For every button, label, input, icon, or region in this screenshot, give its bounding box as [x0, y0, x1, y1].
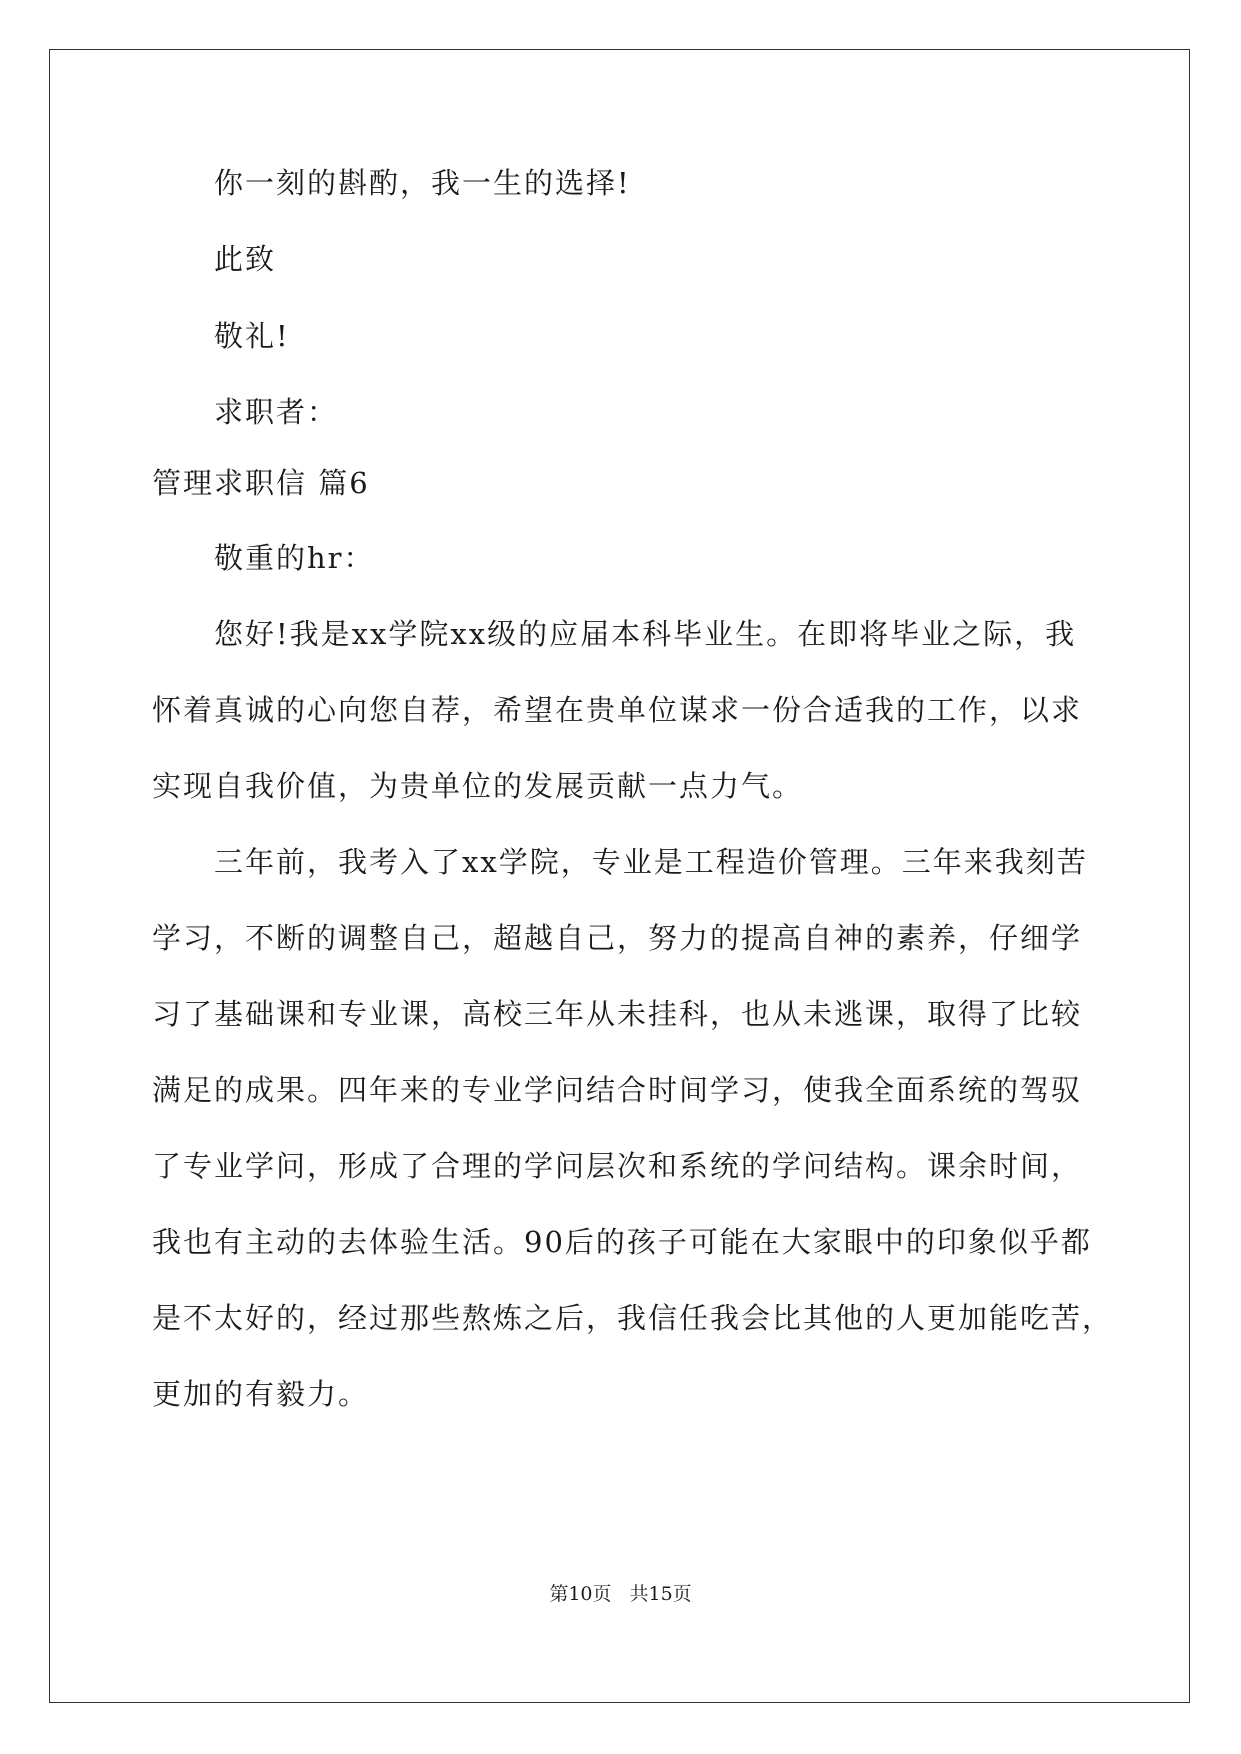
- salutation-cizhi: 此致: [214, 242, 277, 276]
- closing-line: 你一刻的斟酌，我一生的选择!: [214, 166, 631, 200]
- paragraph-line: 怀着真诚的心向您自荐，希望在贵单位谋求一份合适我的工作，以求: [152, 693, 1083, 727]
- paragraph-line: 三年前，我考入了xx学院，专业是工程造价管理。三年来我刻苦: [214, 845, 1088, 879]
- section-heading: 管理求职信 篇6: [152, 466, 370, 500]
- paragraph-line: 习了基础课和专业课，高校三年从未挂科，也从未逃课，取得了比较: [152, 997, 1083, 1031]
- salutation-jingli: 敬礼!: [214, 319, 290, 353]
- paragraph-line: 是不太好的，经过那些熬炼之后，我信任我会比其他的人更加能吃苦，: [152, 1301, 1114, 1335]
- paragraph-line: 满足的成果。四年来的专业学问结合时间学习，使我全面系统的驾驭: [152, 1073, 1083, 1107]
- greeting: 敬重的hr：: [214, 541, 375, 575]
- page-total: 共15页: [629, 1583, 692, 1605]
- applicant-signature: 求职者：: [214, 395, 339, 429]
- page-footer: [0, 1582, 1241, 1606]
- paragraph-line: 学习，不断的调整自己，超越自己，努力的提高自神的素养，仔细学: [152, 921, 1083, 955]
- paragraph-line: 了专业学问，形成了合理的学问层次和系统的学问结构。课余时间，: [152, 1149, 1083, 1183]
- page-number: 第10页: [549, 1583, 612, 1605]
- paragraph-line: 实现自我价值，为贵单位的发展贡献一点力气。: [152, 769, 804, 803]
- paragraph-line: 更加的有毅力。: [152, 1377, 370, 1411]
- paragraph-line: 您好!我是xx学院xx级的应届本科毕业生。在即将毕业之际，我: [214, 617, 1077, 651]
- paragraph-line: 我也有主动的去体验生活。90后的孩子可能在大家眼中的印象似乎都: [152, 1225, 1092, 1259]
